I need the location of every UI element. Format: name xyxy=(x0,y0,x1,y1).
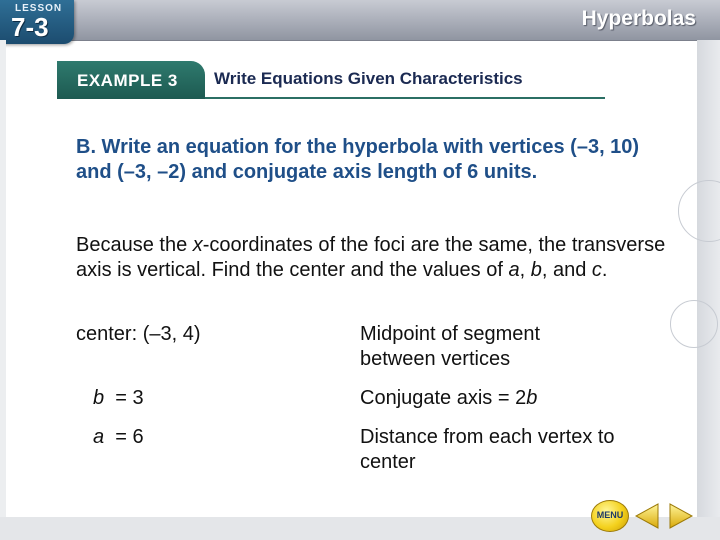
example-underline xyxy=(205,97,605,99)
menu-button[interactable] xyxy=(591,500,629,532)
a-equation xyxy=(93,425,144,450)
a-value: = 6 xyxy=(115,426,144,448)
intro-mid: -coordinates of the foci are the same, the transverse axis is vertical. Find the center and the values of xyxy=(76,234,666,281)
var-c: c xyxy=(591,259,602,281)
b-reason xyxy=(360,386,537,411)
right-margin xyxy=(697,40,720,540)
intro-end: . xyxy=(601,259,608,281)
b-equation xyxy=(93,386,144,411)
lesson-badge xyxy=(0,0,74,44)
b-reason-text: Conjugate axis = 2 xyxy=(360,387,527,409)
left-margin-stripe xyxy=(0,40,6,517)
var-x: x xyxy=(192,234,203,256)
example-label: EXAMPLE 3 xyxy=(77,71,178,90)
next-button[interactable] xyxy=(668,502,694,530)
var-a-label: a xyxy=(93,426,105,448)
lesson-word: LESSON xyxy=(15,3,63,14)
menu-label: MENU xyxy=(596,510,624,520)
decorative-circle xyxy=(678,180,720,242)
example-tab xyxy=(57,61,205,99)
intro-paragraph xyxy=(76,233,676,283)
b-value: = 3 xyxy=(115,387,144,409)
center-reason: Midpoint of segment between vertices xyxy=(360,323,541,370)
center-value: center: (–3, 4) xyxy=(76,323,201,345)
previous-button[interactable] xyxy=(634,502,660,530)
problem-statement: B. Write an equation for the hyperbola with vertices (–3, 10) and (–3, –2) and conjugate axis length of 6 units. xyxy=(76,136,640,183)
example-title: Write Equations Given Characteristics xyxy=(214,69,523,88)
triangle-left-icon xyxy=(634,502,660,530)
decorative-circle xyxy=(670,300,718,348)
a-reason: Distance from each vertex to center xyxy=(360,426,615,473)
var-a: a xyxy=(508,259,520,281)
triangle-right-icon xyxy=(668,502,694,530)
intro-pre: Because the xyxy=(76,234,193,256)
var-b-label: b xyxy=(93,387,105,409)
intro-and: , and xyxy=(541,259,592,281)
b-reason-var: b xyxy=(526,387,538,409)
topic-title: Hyperbolas xyxy=(581,7,696,30)
lesson-number: 7-3 xyxy=(11,12,49,42)
intro-comma: , xyxy=(519,259,531,281)
var-b: b xyxy=(530,259,542,281)
